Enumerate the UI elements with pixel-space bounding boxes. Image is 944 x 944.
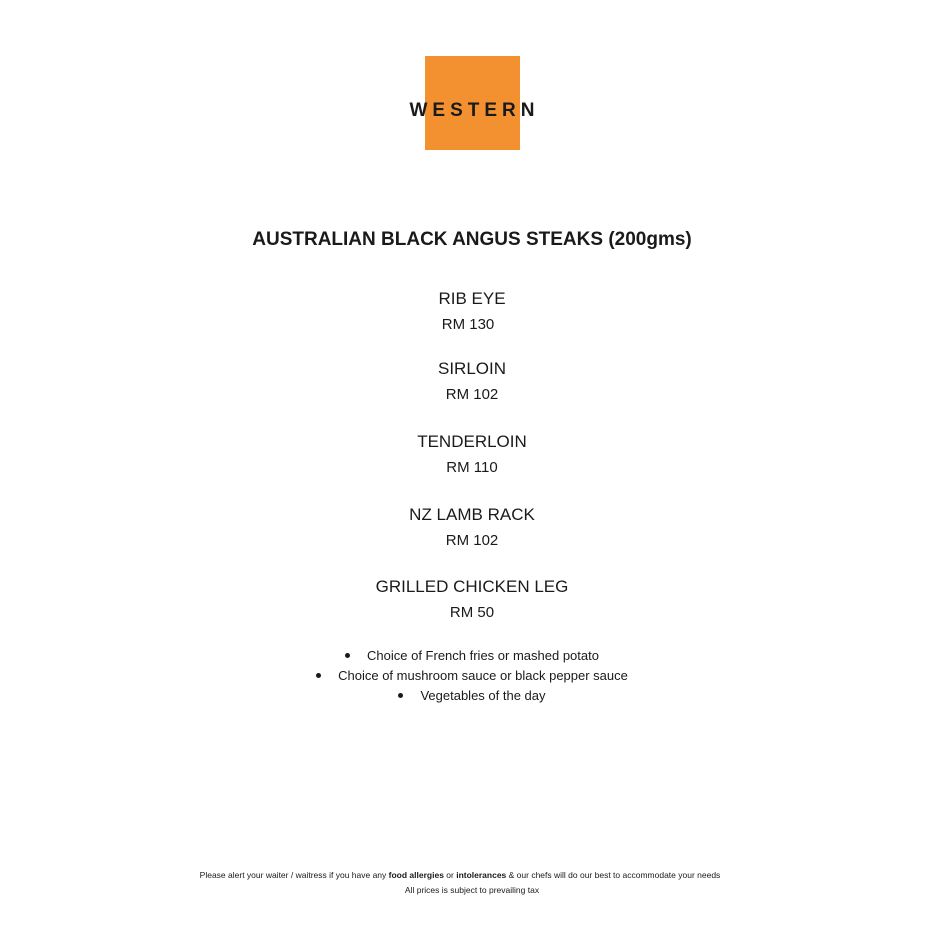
menu-item-name: RIB EYE	[438, 289, 506, 308]
list-item	[0, 646, 944, 666]
footer-text: Please alert your waiter / waitress if you have any	[199, 870, 389, 880]
list-item	[0, 686, 944, 706]
menu-item-name: NZ LAMB RACK	[409, 505, 535, 524]
bullet-icon	[316, 673, 321, 678]
menu-item-price: RM 102	[445, 532, 499, 549]
list-item-text: Vegetables of the day	[420, 688, 546, 703]
footer-text: & our chefs will do our best to accommodate your needs	[506, 870, 721, 880]
list-item-text: Choice of mushroom sauce or black pepper sauce	[338, 668, 628, 683]
includes-list	[0, 646, 944, 706]
footer-bold-allergies: food allergies	[388, 870, 444, 880]
bullet-icon	[345, 653, 350, 658]
footer-text: or	[443, 870, 457, 880]
tax-notice: All prices is subject to prevailing tax	[404, 885, 540, 895]
menu-item-name: GRILLED CHICKEN LEG	[375, 577, 569, 596]
menu-heading: AUSTRALIAN BLACK ANGUS STEAKS (200gms)	[252, 229, 692, 250]
list-item	[0, 666, 944, 686]
allergy-notice	[0, 868, 932, 882]
list-item-text: Choice of French fries or mashed potato	[367, 648, 599, 663]
menu-item-price: RM 130	[441, 316, 495, 333]
logo-text: WESTERN	[409, 100, 540, 121]
western-logo	[0, 56, 944, 150]
menu-item-name: SIRLOIN	[437, 359, 507, 378]
menu-item-price: RM 50	[449, 604, 495, 621]
menu-item-price: RM 110	[446, 459, 498, 476]
menu-item-name: TENDERLOIN	[417, 432, 527, 451]
menu-item-price: RM 102	[445, 386, 499, 403]
footer-bold-intolerances: intolerances	[456, 870, 507, 880]
bullet-icon	[398, 693, 403, 698]
